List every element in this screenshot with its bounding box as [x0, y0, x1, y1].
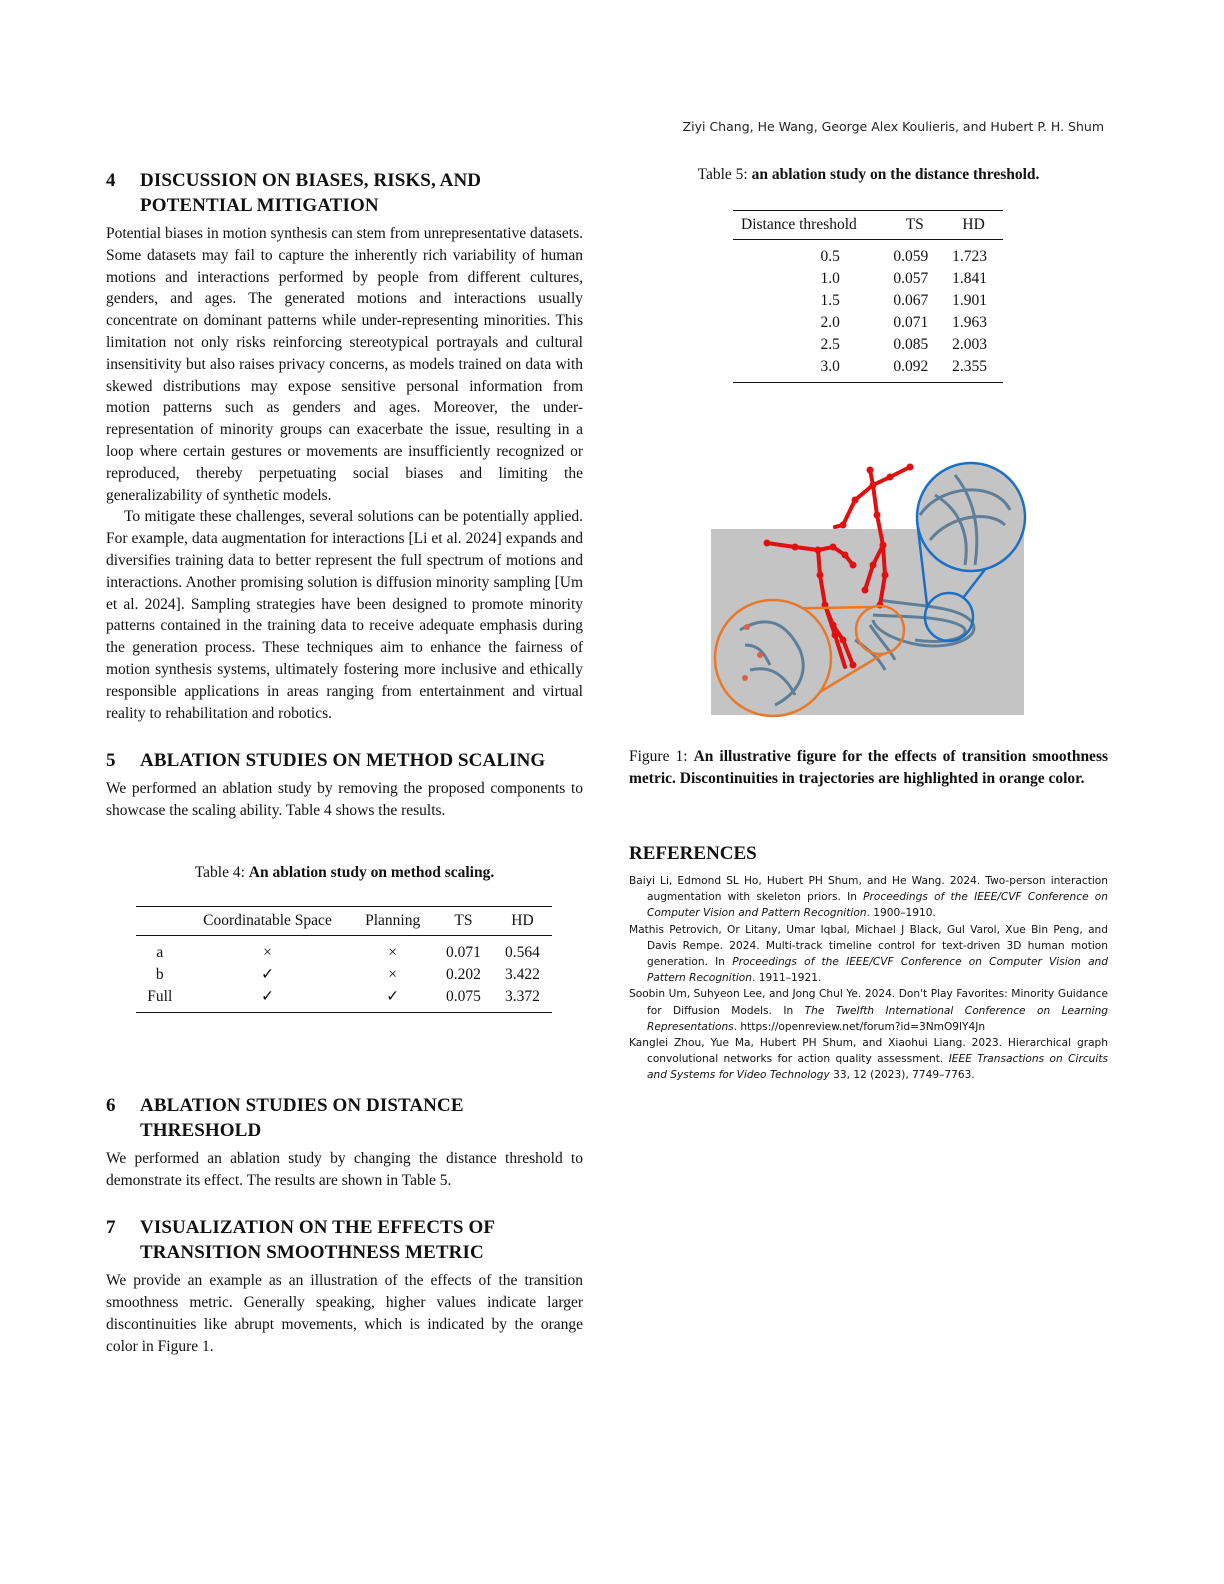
- table-row: 0.5 0.059 1.723: [820, 247, 988, 265]
- table-row: b ✓ × 0.202 3.422: [155, 965, 540, 984]
- table-row: a × × 0.071 0.564: [156, 943, 540, 961]
- table-5: [733, 210, 1003, 383]
- section-6-heading: 6 ABLATION STUDIES ON DISTANCE THRESHOLD: [106, 1094, 464, 1141]
- section-7-heading: 7 VISUALIZATION ON THE EFFECTS OF TRANSITION SMOOTHNESS METRIC: [106, 1217, 495, 1264]
- reference-item: Soobin Um, Suhyeon Lee, and Jong Chul Ye. 2024. Don't Play Favorites: Minority Guidance for Diffusion Models. In The Twelfth International Conference on Learning Representations. https://openreview.net/forum?id=3NmO9lY4Jn: [629, 988, 1109, 1033]
- table-4-header-row: Coordinatable Space Planning TS HD: [136, 906, 552, 935]
- references-heading: REFERENCES: [629, 843, 757, 864]
- table-row: 1.0 0.057 1.841: [820, 269, 988, 287]
- references-section: [629, 843, 1108, 1084]
- reference-item: Baiyi Li, Edmond SL Ho, Hubert PH Shum, and He Wang. 2024. Two-person interaction augmentation with skeleton priors. In Proceedings of the IEEE/CVF Conference on Computer Vision and Pattern Recognition. 1900–1910.: [629, 875, 1108, 920]
- table-row: 2.5 0.085 2.003: [820, 335, 988, 353]
- table-row: 2.0 0.071 1.963: [820, 313, 988, 331]
- table-5-header-row: Distance threshold TS HD: [733, 210, 1003, 239]
- section-6-paragraph: We performed an ablation study by changing the distance threshold to demonstrate its effect. The results are shown in Table 5.: [106, 1149, 583, 1189]
- section-4-paragraph-2: To mitigate these challenges, several solutions can be potentially applied. For example, data augmentation for interactions [Li et al. 2024] expands and diversifies training data to better represent the full spectrum of motions and interactions. Another promising solution is diffusion minority sampling [Um et al. 2024]. Sampling strategies have been designed to promote minority patterns contained in the training data to receive adequate emphasis during the generation process. These techniques aim to enhance the fairness of motion synthesis systems, ultimately fostering more inclusive and ethically responsible applications in areas ranging from entertainment and virtual reality to rehabilitation and robotics.: [106, 508, 583, 722]
- section-4-heading: 4 DISCUSSION ON BIASES, RISKS, AND POTENTIAL MITIGATION: [106, 170, 482, 216]
- reference-item: Mathis Petrovich, Or Litany, Umar Iqbal, Michael J Black, Gul Varol, Xue Bin Peng, and Davis Rempe. 2024. Multi-track timeline control for text-driven 3D human motion generation. In Proceedings of the IEEE/CVF Conference on Computer Vision and Pattern Recognition. 1911–1921.: [629, 923, 1108, 985]
- figure-1-illustration: [705, 455, 1030, 720]
- table-row: Full ✓ ✓ 0.075 3.372: [136, 986, 552, 1013]
- figure-1-caption: Figure 1: An illustrative figure for the effects of transition smoothness metric. Discontinuities in trajectories are highlighted in orange color.: [629, 748, 1109, 787]
- table-4-caption: Table 4: An ablation study on method scaling.: [194, 863, 495, 881]
- reference-item: Kanglei Zhou, Yue Ma, Hubert PH Shum, and Xiaohui Liang. 2023. Hierarchical graph convolutional networks for action quality assessment. IEEE Transactions on Circuits and Systems for Video Technology 33, 12 (2023), 7749–7763.: [629, 1037, 1108, 1082]
- running-head-authors: Ziyi Chang, He Wang, George Alex Koulieris, and Hubert P. H. Shum: [682, 119, 1104, 134]
- section-4-paragraph-1: Potential biases in motion synthesis can stem from unrepresentative datasets. Some datasets may fail to capture the inherently rich variability of human motions and interactions performed by people from different cultures, genders, and ages. The generated motions and interactions usually concentrate on dominant patterns while under-representing minorities. This limitation not only risks reinforcing stereotypical portrayals and cultural insensitivity but also raises privacy concerns, as models trained on data with skewed distributions may expose sensitive personal information from motion patterns such as genders and ages. Moreover, the under-representation of minority groups can exacerbate the issue, resulting in a loop where certain gestures or movements are insufficiently recognized or reproduced, thereby perpetuating social biases and limiting the generalizability of synthetic models.: [106, 225, 583, 504]
- table-4: [136, 906, 552, 1013]
- section-7-paragraph: We provide an example as an illustration of the effects of the transition smoothness metric. Generally speaking, higher values indicate larger discontinuities like abrupt movements, which is indicated by the orange color in Figure 1.: [106, 1272, 583, 1355]
- table-5-caption: Table 5: an ablation study on the distance threshold.: [697, 166, 1040, 183]
- table-row: 1.5 0.067 1.901: [820, 291, 988, 309]
- left-column: [106, 168, 583, 1358]
- right-column: [629, 160, 1108, 383]
- section-5-heading: 5 ABLATION STUDIES ON METHOD SCALING: [106, 750, 546, 772]
- table-row: 3.0 0.092 2.355: [733, 356, 1003, 383]
- section-5-paragraph: We performed an ablation study by removing the proposed components to showcase the scaling ability. Table 4 shows the results.: [106, 780, 583, 820]
